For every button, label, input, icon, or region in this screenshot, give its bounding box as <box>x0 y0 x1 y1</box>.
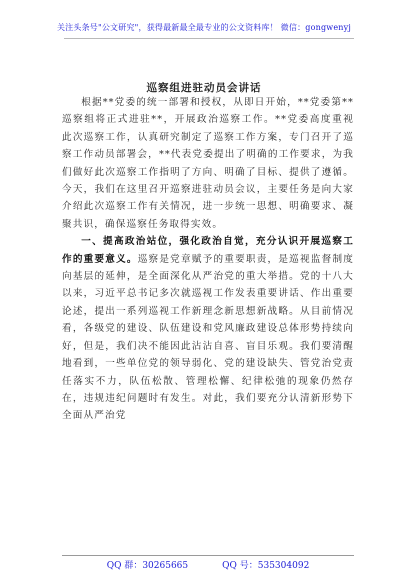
section-1-paragraph <box>62 233 354 424</box>
qq-number: QQ 号：535304092 <box>222 561 310 571</box>
promo-header: 关注头条号"公文研究"，获得最新最全最专业的公文资料库！ 微信：gongwenyj <box>56 23 352 32</box>
intro-paragraph: 根据**党委的统一部署和授权，从即日开始，**党委第**巡察组将正式进驻**，开展政治巡察工作。**党委高度重视此次巡察工作，认真研究制定了巡察工作方案，专门召开了巡察工作动员部署会，**代表党委提出了明确的工作要求，为我们做好此次巡察工作指明了方向、明确了目标、提供了遵循。今天，我们在这里召开巡察进驻动员会议，主要任务是向大家介绍此次巡察工作有关情况，进一步统一思想、明确要求、凝聚共识，确保巡察任务取得实效。 <box>62 97 354 230</box>
qq-group-number: QQ 群：30265665 <box>106 561 189 571</box>
document-body <box>62 94 354 425</box>
header-divider <box>64 38 354 39</box>
document-title: 巡察组进驻动员会讲话 <box>146 82 262 94</box>
section-1-body: 巡察是党章赋予的重要职责，是巡视监督制度向基层的延伸，是全面深化从严治党的重大举措。党的十八大以来，习近平总书记多次就巡视工作发表重要讲话、作出重要论述，提出一系列巡视工作新理念新思想新战略。从目前情况看，各级党的建设、队伍建设和党风廉政建设总体形势持续向好，但是，我们决不能因此沾沾自喜、盲目乐观。我们要清醒地看到，一些单位党的领导弱化、党的建设缺失、管党治党责任落实不力，队伍松散、管理松懈、纪律松弛的现象仍然存在，违规违纪问题时有发生。对此，我们要充分认清新形势下全面从严治党 <box>62 253 355 422</box>
contact-footer <box>62 555 354 571</box>
section-1-heading: 一、提高政治站位，强化政治自觉，充分认识开展巡察工作的重要意义。 <box>62 236 354 265</box>
